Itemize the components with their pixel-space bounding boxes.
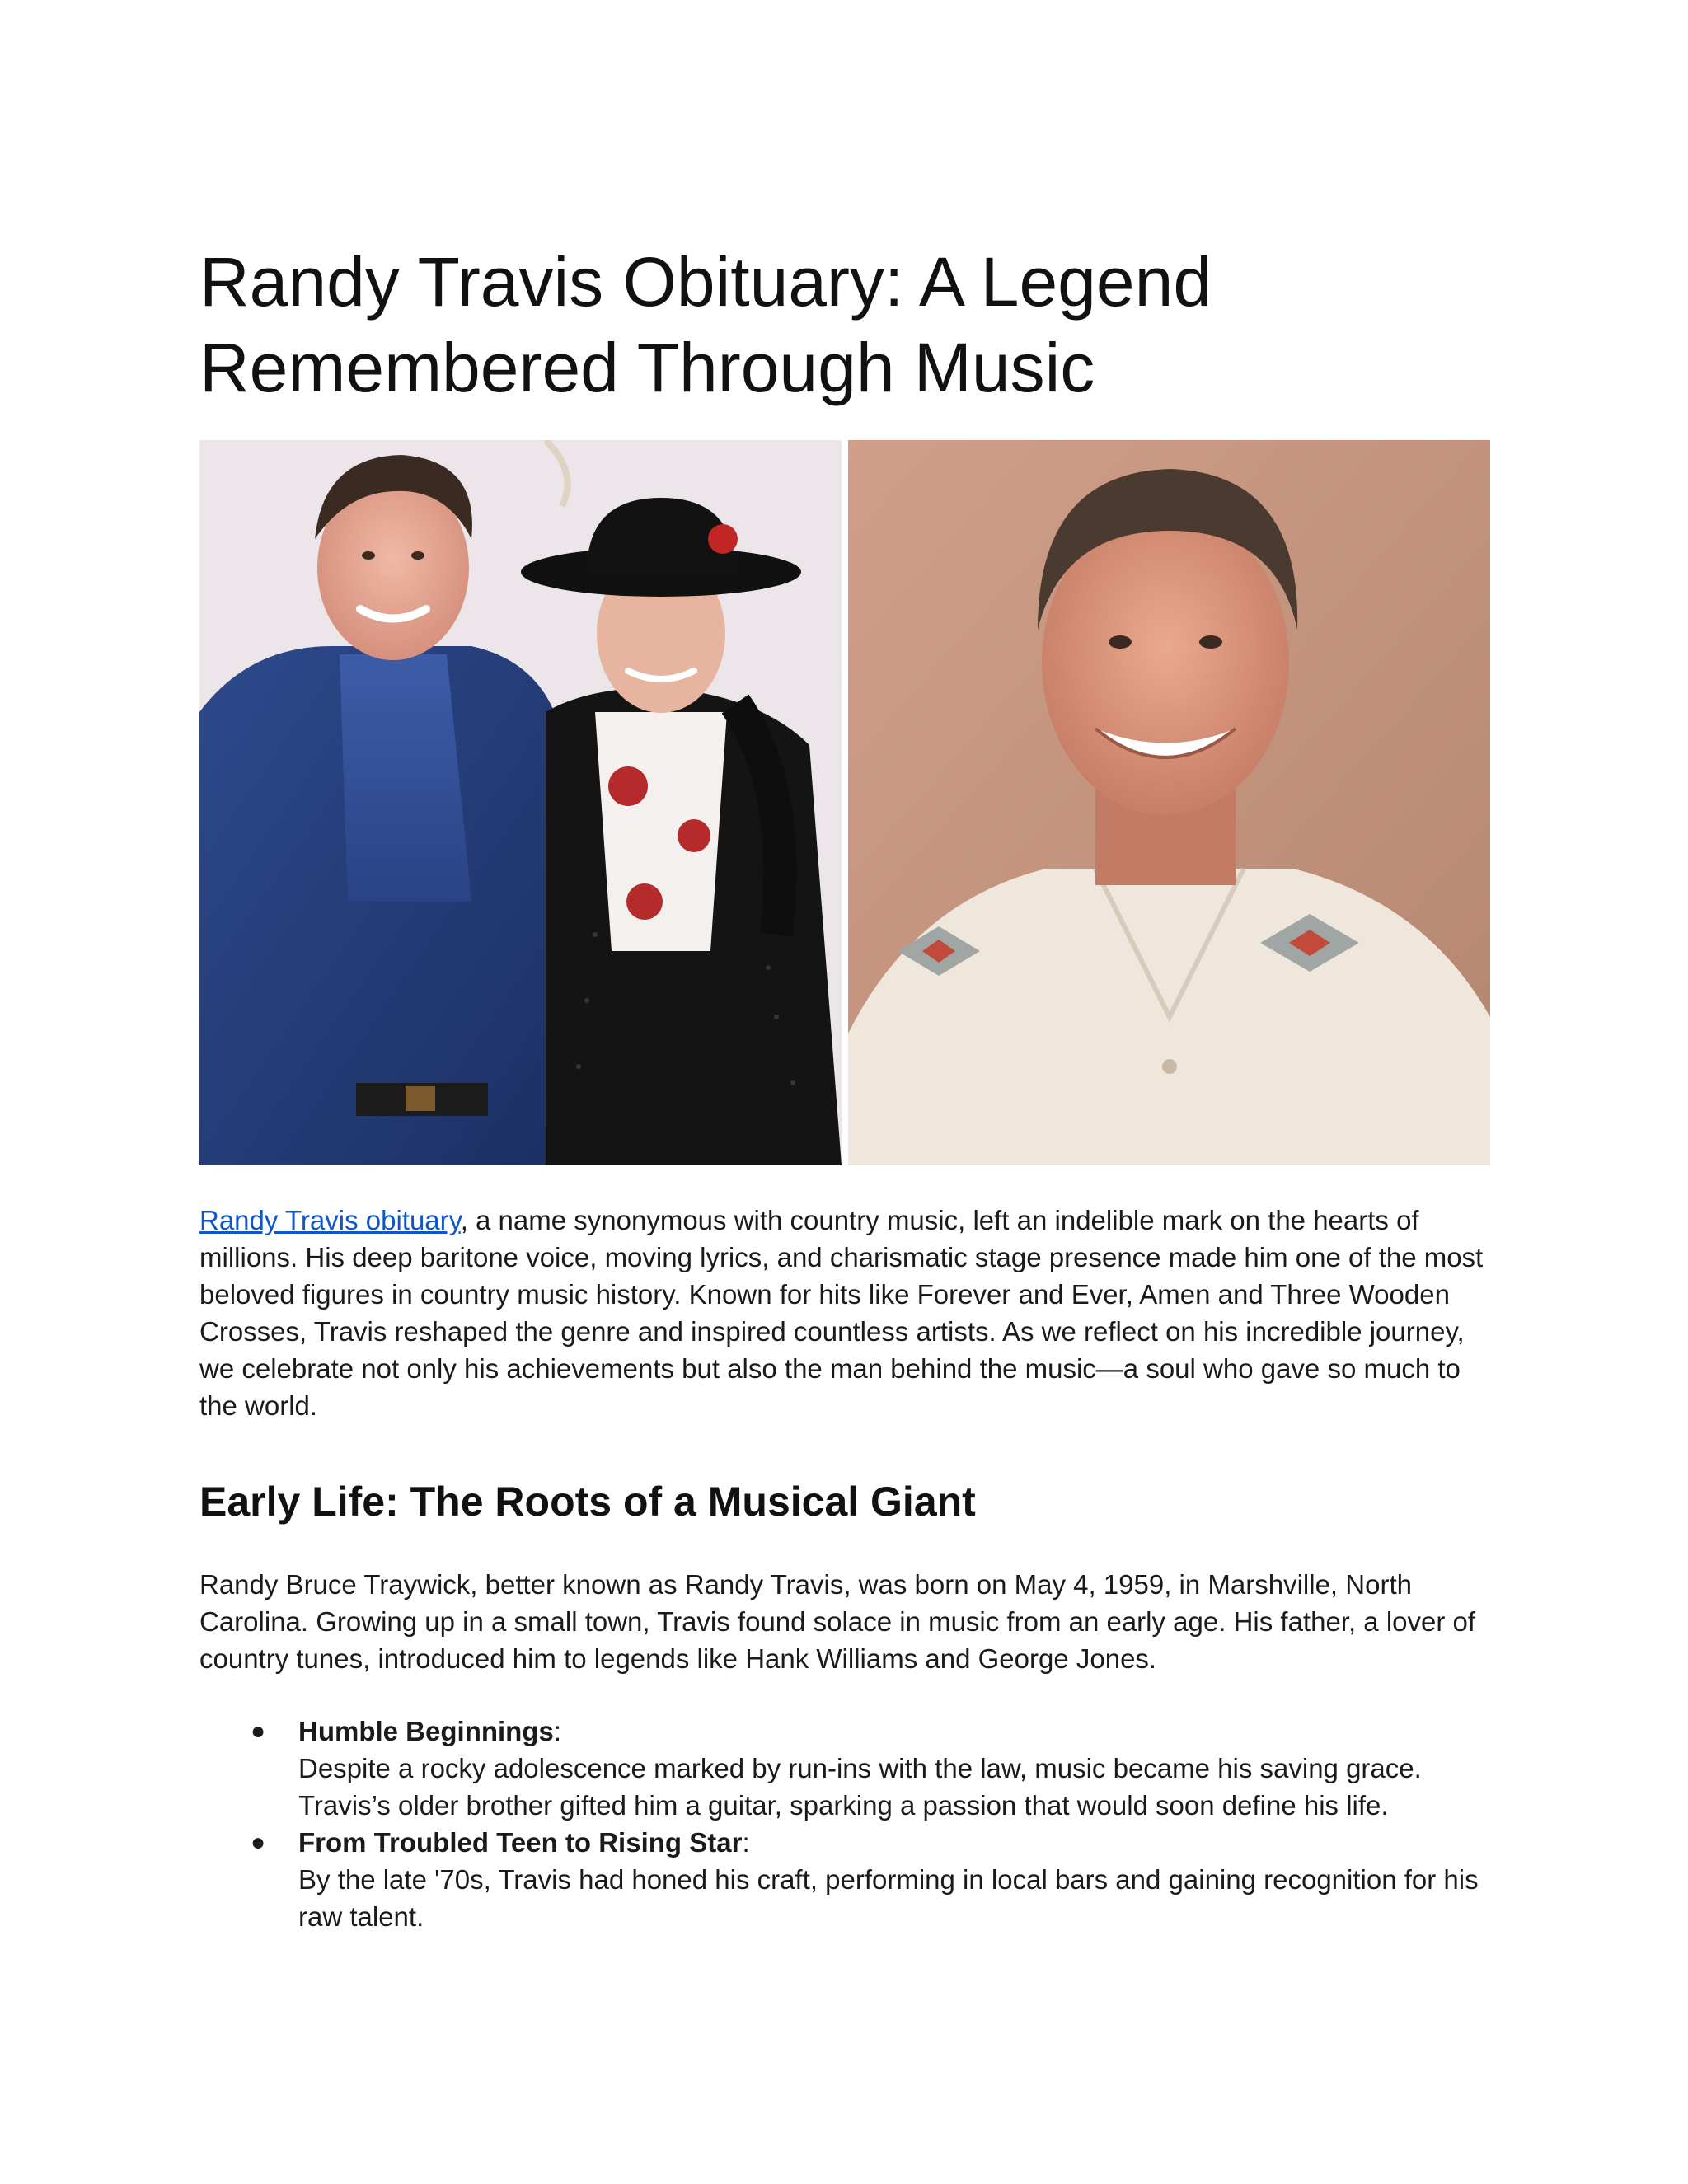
intro-paragraph — [199, 1202, 1490, 1424]
bullet-dot-icon: ● — [251, 1829, 266, 1856]
section-paragraph: Randy Bruce Traywick, better known as Randy Travis, was born on May 4, 1959, in Marshville, North Carolina. Growing up in a small town, Travis found solace in music from an early age. His father, a lover of country tunes, introduced him to legends like Hank Williams and George Jones. — [199, 1569, 1476, 1674]
title-block — [199, 239, 1490, 410]
bullet-title: From Troubled Teen to Rising Star — [298, 1827, 743, 1858]
photo-collage — [199, 440, 1490, 1165]
portrait-photo — [848, 440, 1490, 1165]
bullet-colon: : — [742, 1827, 750, 1858]
bullet-dot-icon: ● — [251, 1718, 266, 1745]
obituary-link[interactable]: Randy Travis obituary — [199, 1205, 461, 1235]
list-item — [199, 1713, 1490, 1824]
portrait-photo-illustration — [848, 440, 1490, 1165]
list-item — [199, 1824, 1490, 1935]
intro-text: , a name synonymous with country music, left an indelible mark on the hearts of millions. His deep baritone voice, moving lyrics, and charismatic stage presence made him one of the most beloved figures in country music history. Known for hits like Forever and Ever, Amen and Three Wooden Crosses, Travis reshaped the genre and inspired countless artists. As we reflect on his incredible journey, we celebrate not only his achievements but also the man behind the music—a soul who gave so much to the world. — [199, 1205, 1484, 1421]
bullet-text: By the late '70s, Travis had honed his craft, performing in local bars and gaining recognition for his raw talent. — [298, 1864, 1479, 1932]
couple-photo — [199, 440, 842, 1165]
article-title: Randy Travis Obituary: A Legend Remembered Through Music — [199, 243, 1212, 406]
section-heading: Early Life: The Roots of a Musical Giant — [199, 1479, 976, 1525]
bullet-text: Despite a rocky adolescence marked by run-ins with the law, music became his saving grace. Travis’s older brother gifted him a guitar, sparking a passion that would soon define his life. — [298, 1753, 1422, 1821]
bullet-title: Humble Beginnings — [298, 1716, 554, 1746]
couple-photo-illustration — [199, 440, 842, 1165]
bullet-list — [199, 1713, 1490, 1935]
bullet-colon: : — [553, 1716, 562, 1746]
